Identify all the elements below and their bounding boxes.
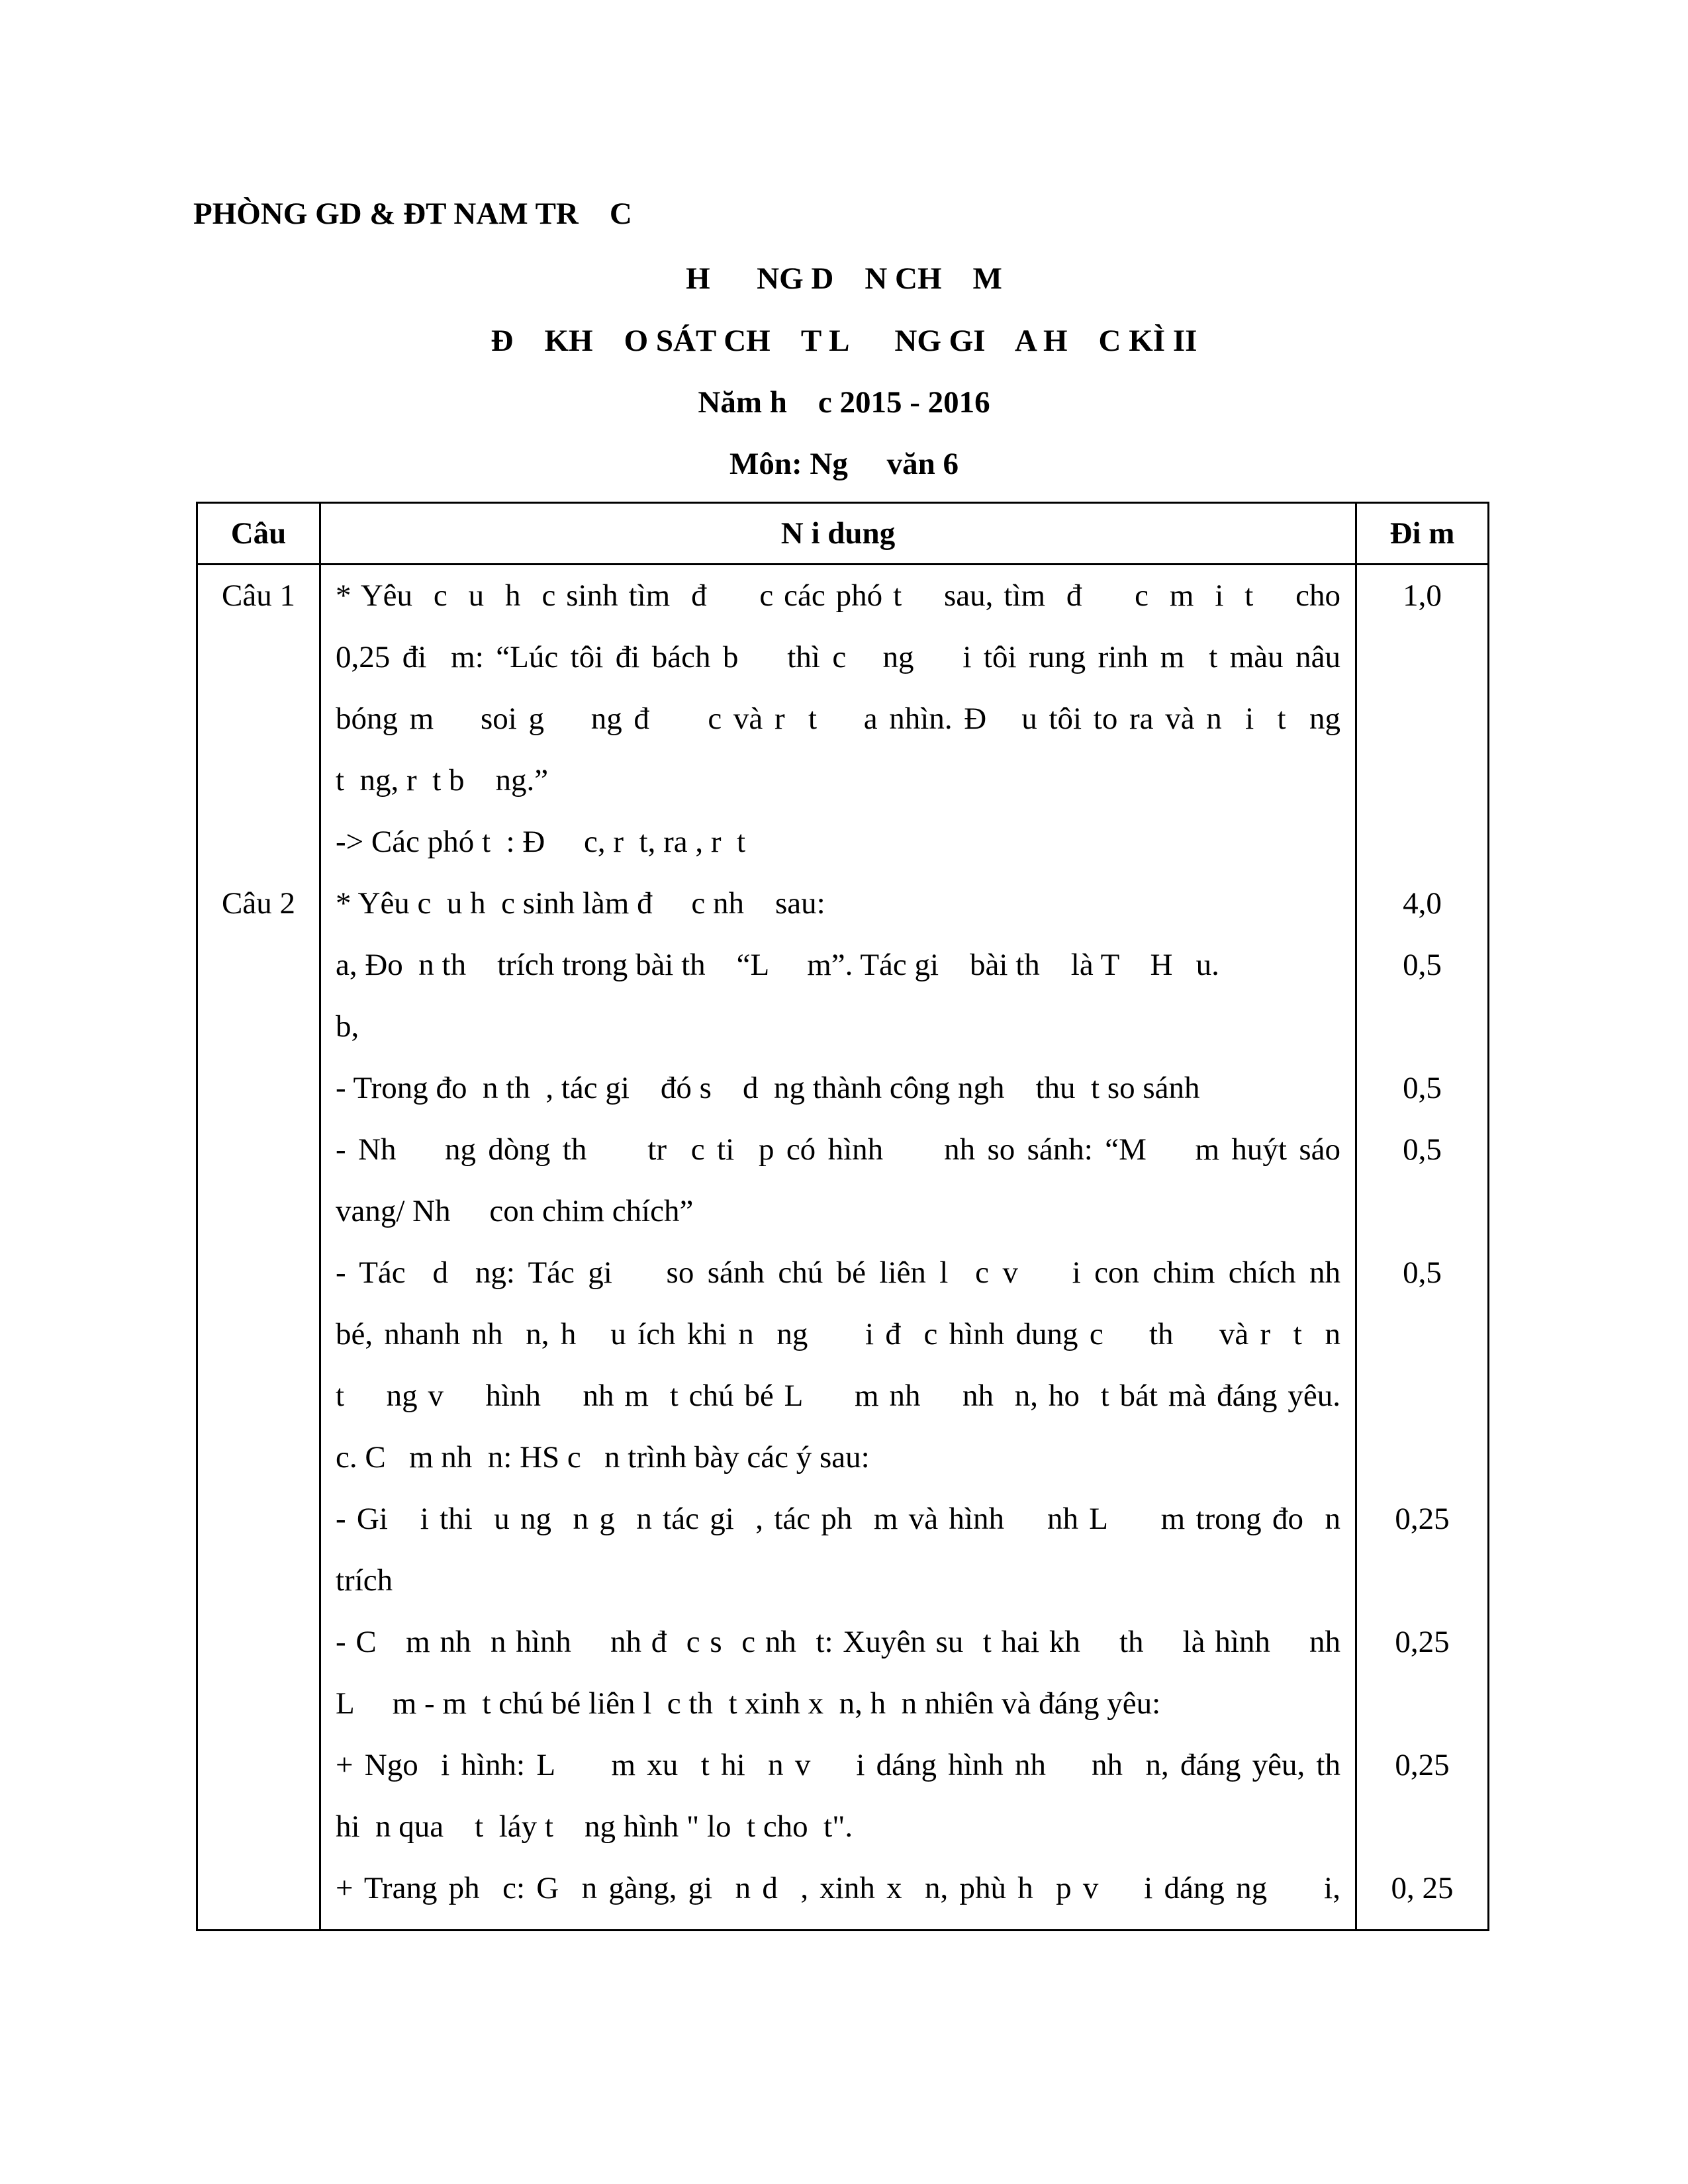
- score-value: [1357, 750, 1487, 811]
- score-value: [1357, 688, 1487, 750]
- content-line: a, Đo n th trích trong bài th “L m”. Tác gi bài th là T H u.: [336, 948, 1219, 982]
- header-noi-dung: N i dung: [320, 503, 1356, 565]
- question-label: [198, 996, 319, 1058]
- score-value: [1357, 1796, 1487, 1858]
- content-line: 0,25 đi m: “Lúc tôi đi bách b thì c ng i tôi rung rinh m t màu nâu: [336, 640, 1340, 674]
- question-column: [197, 565, 320, 1931]
- question-label: [198, 1735, 319, 1796]
- score-value: [1357, 1365, 1487, 1427]
- header-diem: Đi m: [1356, 503, 1489, 565]
- question-label: [198, 811, 319, 873]
- question-label: [198, 1181, 319, 1242]
- question-label: Câu 1: [222, 578, 295, 613]
- content-line: L m - m t chú bé liên l c th t xinh x n, h n nhiên và đáng yêu:: [336, 1686, 1161, 1721]
- question-label: [198, 1365, 319, 1427]
- grading-table: [196, 502, 1489, 1931]
- question-label: [198, 1796, 319, 1858]
- score-value: 0,5: [1403, 1255, 1442, 1290]
- question-label: Câu 2: [222, 886, 295, 921]
- content-line: - Nh ng dòng th tr c ti p có hình nh so sánh: “M m huýt sáo: [336, 1132, 1340, 1167]
- content-line: - Tác d ng: Tác gi so sánh chú bé liên l c v i con chim chích nh: [336, 1255, 1340, 1290]
- score-column: [1356, 565, 1489, 1931]
- content-column: [320, 565, 1356, 1931]
- content-line: * Yêu c u h c sinh làm đ c nh sau:: [336, 886, 825, 921]
- question-label: [198, 1242, 319, 1304]
- question-label: [198, 1304, 319, 1365]
- score-value: [1357, 1304, 1487, 1365]
- content-line: - C m nh n hình nh đ c s c nh t: Xuyên su t hai kh th là hình nh: [336, 1625, 1340, 1659]
- score-value: 4,0: [1403, 886, 1442, 921]
- doc-subtitle: Đ KH O SÁT CH T L NG GI A H C KÌ II: [491, 324, 1197, 358]
- doc-title: H NG D N CH M: [686, 261, 1002, 296]
- content-line: hi n qua t láy t ng hình " lo t cho t".: [336, 1809, 853, 1844]
- question-label: [198, 934, 319, 996]
- question-label: [198, 1488, 319, 1550]
- content-line: b,: [336, 1009, 359, 1044]
- score-value: 0,25: [1395, 1748, 1450, 1782]
- content-line: t ng, r t b ng.”: [336, 763, 549, 797]
- score-value: 0,5: [1403, 948, 1442, 982]
- score-value: [1357, 1673, 1487, 1735]
- score-value: 0,25: [1395, 1502, 1450, 1536]
- score-value: 0,5: [1403, 1071, 1442, 1105]
- score-value: 0,25: [1395, 1625, 1450, 1659]
- score-value: 0, 25: [1391, 1871, 1454, 1905]
- table-header-row: [197, 503, 1489, 565]
- question-label: [198, 1058, 319, 1119]
- question-label: [198, 1119, 319, 1181]
- score-value: [1357, 996, 1487, 1058]
- content-line: t ng v hình nh m t chú bé L m nh nh n, ho t bát mà đáng yêu.: [336, 1379, 1340, 1413]
- question-label: [198, 1612, 319, 1673]
- content-line: * Yêu c u h c sinh tìm đ c các phó t sau, tìm đ c m i t cho: [336, 578, 1340, 613]
- school-year: Năm h c 2015 - 2016: [698, 385, 990, 420]
- question-label: [198, 688, 319, 750]
- score-value: [1357, 811, 1487, 873]
- score-value: 1,0: [1403, 578, 1442, 613]
- content-line: - Trong đo n th , tác gi đó s d ng thành công ngh thu t so sánh: [336, 1071, 1200, 1105]
- content-line: vang/ Nh con chim chích”: [336, 1194, 694, 1228]
- question-label: [198, 627, 319, 688]
- score-value: 0,5: [1403, 1132, 1442, 1167]
- score-value: [1357, 1181, 1487, 1242]
- content-line: - Gi i thi u ng n g n tác gi , tác ph m và hình nh L m trong đo n: [336, 1502, 1340, 1536]
- content-line: + Ngo i hình: L m xu t hi n v i dáng hình nh nh n, đáng yêu, th: [336, 1748, 1340, 1782]
- content-line: trích: [336, 1563, 393, 1598]
- question-label: [198, 1550, 319, 1612]
- question-label: [198, 750, 319, 811]
- content-line: c. C m nh n: HS c n trình bày các ý sau:: [336, 1440, 870, 1475]
- question-label: [198, 1858, 319, 1919]
- question-label: [198, 1673, 319, 1735]
- table-body-row: [197, 565, 1489, 1931]
- score-value: [1357, 627, 1487, 688]
- content-line: + Trang ph c: G n gàng, gi n d , xinh x n, phù h p v i dáng ng i,: [336, 1871, 1340, 1905]
- org-name: PHÒNG GD & ĐT NAM TR C: [193, 197, 632, 231]
- score-value: [1357, 1427, 1487, 1488]
- content-line: -> Các phó t : Đ c, r t, ra , r t: [336, 825, 746, 859]
- subject: Môn: Ng văn 6: [729, 447, 959, 481]
- content-line: bóng m soi g ng đ c và r t a nhìn. Đ u tôi to ra và n i t ng: [336, 702, 1340, 736]
- question-label: [198, 1427, 319, 1488]
- score-value: [1357, 1550, 1487, 1612]
- content-line: bé, nhanh nh n, h u ích khi n ng i đ c hình dung c th và r t n: [336, 1317, 1340, 1351]
- header-cau: Câu: [197, 503, 320, 565]
